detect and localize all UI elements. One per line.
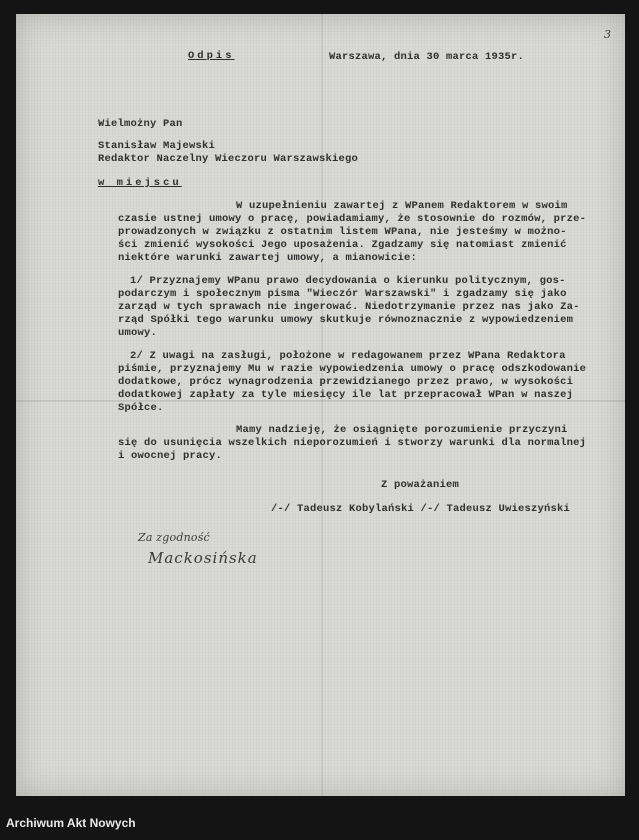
body-line: Mamy nadzieję, że osiągnięte porozumienie przyczyni <box>236 424 568 436</box>
body-line: 1/ Przyznajemy WPanu prawo decydowania o kierunku politycznym, gos- <box>130 275 566 287</box>
handwritten-signature: Mackosińska <box>148 549 258 567</box>
addressee-position: Redaktor Naczelny Wieczoru Warszawskiego <box>98 153 359 165</box>
body-line: zarząd w tych sprawach nie ingerować. Niedotrzymanie przez nas jako Za- <box>118 301 580 313</box>
salutation: Wielmożny Pan <box>98 118 183 130</box>
document-title: Odpis <box>188 50 235 62</box>
body-line: i owocnej pracy. <box>118 450 223 462</box>
certification-label: Za zgodność <box>138 531 210 544</box>
place-date: Warszawa, dnia 30 marca 1935r. <box>329 51 525 63</box>
body-line: 2/ Z uwagi na zasługi, położone w redagowanem przez WPana Redaktora <box>130 350 566 362</box>
body-line: Spółce. <box>118 402 164 414</box>
body-line: rząd Spółki tego warunku umowy skutkuje równoznacznie z wypowiedzeniem <box>118 314 574 326</box>
body-line: czasie ustnej umowy o pracę, powiadamiamy, że stosownie do rozmów, prze- <box>118 213 587 225</box>
body-line: W uzupełnieniu zawartej z WPanem Redaktorem w swoim <box>236 200 568 212</box>
page-number: 3 <box>604 28 611 41</box>
body-line: dodatkowej zapłaty za tyle miesięcy ile lat przepracował WPan w naszej <box>118 389 574 401</box>
addressee-location: w miejscu <box>98 177 182 189</box>
closing: Z poważaniem <box>381 479 460 491</box>
signatures: /-/ Tadeusz Kobylański /-/ Tadeusz Uwieszyński <box>271 503 571 515</box>
document-page <box>16 14 625 796</box>
body-line: niektóre warunki zawartej umowy, a mianowicie: <box>118 252 418 264</box>
addressee-name: Stanisław Majewski <box>98 140 216 152</box>
body-line: prowadzonych w związku z ostatnim listem WPana, nie jesteśmy w możno- <box>118 226 567 238</box>
footer-archive-name: Archiwum Akt Nowych <box>6 816 136 830</box>
fold-line-vertical <box>321 14 323 796</box>
body-line: się do usunięcia wszelkich nieporozumień i stworzy warunki dla normalnej <box>118 437 587 449</box>
body-line: dodatkowe, prócz wynagrodzenia przewidzianego przez prawo, w wysokości <box>118 376 574 388</box>
body-line: podarczym i społecznym pisma "Wieczór Warszawski" i zgadzamy się jako <box>118 288 567 300</box>
body-line: piśmie, przyznajemy Mu w razie wypowiedzenia umowy o pracę odszkodowanie <box>118 363 587 375</box>
body-line: ści zmienić wysokości Jego uposażenia. Zgadzamy się natomiast zmienić <box>118 239 567 251</box>
body-line: umowy. <box>118 327 158 339</box>
